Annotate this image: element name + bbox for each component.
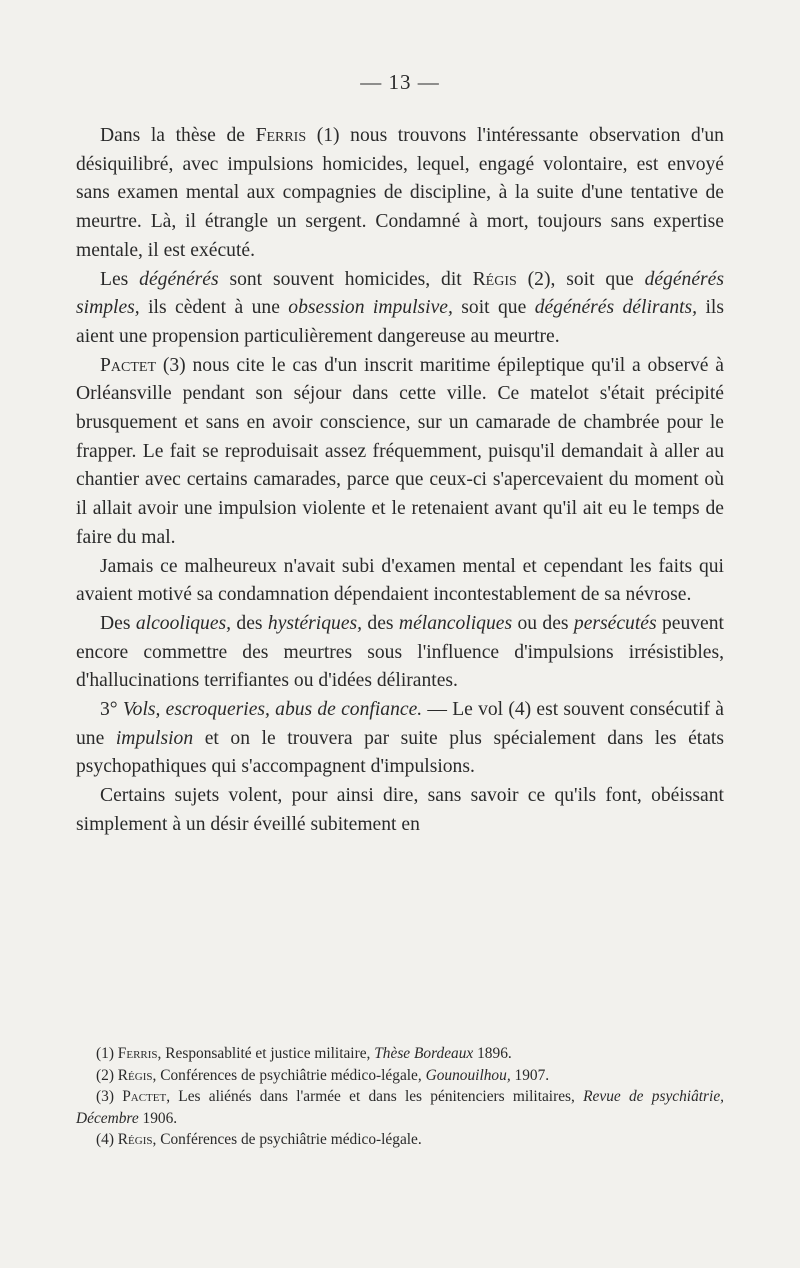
italic-text: Revue de psychiâtrie, Décembre bbox=[76, 1088, 724, 1127]
footnotes bbox=[76, 1043, 724, 1151]
italic-text: dégénérés simples, bbox=[76, 268, 724, 319]
text-run: 3° bbox=[100, 699, 123, 721]
text-run: , Conférences de psychiâtrie médico-légale. bbox=[152, 1131, 422, 1148]
italic-text: alcooliques, bbox=[135, 612, 232, 634]
italic-text: obsession impulsive, bbox=[288, 297, 453, 319]
text-run: (1) nous trouvons l'intéressante observation d'un désiquilibré, avec impulsions homicides, lequel, engagé volontaire, est envoyé sans examen mental aux compagnies de discipline, à la suite d'une tentative de meurtre. Là, il étrangle un sergent. Condamné à mort, toujours sans expertise mentale, il est exécuté. bbox=[76, 125, 724, 261]
paragraph bbox=[76, 266, 724, 352]
text-run: (2), soit que bbox=[516, 268, 645, 290]
text-run: soit que bbox=[452, 297, 535, 319]
text-run: sont souvent homicides, dit bbox=[218, 268, 473, 290]
text-run: , Responsablité et justice militaire, bbox=[157, 1045, 375, 1062]
text-run: (4) bbox=[96, 1131, 118, 1148]
paragraph bbox=[76, 122, 724, 266]
italic-text: dégénérés bbox=[139, 268, 219, 290]
footnote bbox=[76, 1065, 724, 1087]
text-run: (3) nous cite le cas d'un inscrit maritime épileptique qu'il a observé à Orléansville pendant son séjour dans cette ville. Ce matelot s'était précipité brusquement et sans en avoir conscience, sur un camarade de chambrée pour le frapper. Le fait se reproduisait assez fréquemment, puisqu'il demandait à aller au chantier avec certains camarades, parce que ceux-ci s'apercevaient du moment où il allait avoir une impulsion violente et le retenaient avant qu'il ait eu le temps de faire du mal. bbox=[76, 354, 724, 548]
text-run: Les bbox=[100, 268, 140, 290]
footnote bbox=[76, 1129, 724, 1151]
author-name: Régis bbox=[472, 268, 517, 290]
text-run: Certains sujets volent, pour ainsi dire, sans savoir ce qu'ils font, obéissant simplement à un désir éveillé subitement en bbox=[76, 785, 724, 835]
italic-text: mélancoliques bbox=[398, 612, 513, 634]
text-run: Dans la thèse de bbox=[100, 125, 256, 146]
italic-text: Thèse Bordeaux bbox=[374, 1045, 474, 1062]
text-run: 1896. bbox=[473, 1045, 512, 1062]
text-run: 1907. bbox=[510, 1066, 550, 1084]
footnote bbox=[76, 1086, 724, 1129]
paragraph bbox=[76, 782, 724, 839]
text-run: (3) bbox=[96, 1088, 123, 1105]
author-name: Régis bbox=[117, 1066, 153, 1084]
text-run: ils aient une propension particulièrement dangereuse au meurtre. bbox=[76, 297, 724, 347]
author-name: Ferris bbox=[117, 1045, 158, 1062]
paragraph bbox=[76, 553, 724, 610]
body-text bbox=[76, 122, 724, 840]
text-run: des bbox=[231, 612, 268, 634]
author-name: Pactet bbox=[100, 354, 157, 376]
text-run: Des bbox=[100, 612, 136, 634]
footnote bbox=[76, 1043, 724, 1065]
author-name: Pactet bbox=[122, 1088, 167, 1105]
italic-text: Vols, escroqueries, abus de confiance. bbox=[122, 699, 423, 721]
text-run: des bbox=[362, 612, 399, 634]
text-run: , Conférences de psychiâtrie médico-légale, bbox=[152, 1066, 426, 1084]
text-run: et on le trouvera par suite plus spécialement dans les états psychopathiques qui s'accompagnent d'impulsions. bbox=[76, 727, 724, 778]
italic-text: persécutés bbox=[573, 612, 657, 634]
paragraph bbox=[76, 696, 724, 782]
text-run: Jamais ce malheureux n'avait subi d'examen mental et cependant les faits qui avaient motivé sa condamnation dépendaient incontestablement de sa névrose. bbox=[76, 555, 724, 606]
text-run: — Le vol (4) est souvent consécutif à une bbox=[76, 699, 725, 749]
italic-text: Gounouilhou, bbox=[425, 1066, 511, 1084]
text-run: 1906. bbox=[138, 1109, 178, 1127]
text-run: ils cèdent à une bbox=[139, 297, 289, 319]
author-name: Régis bbox=[117, 1131, 153, 1148]
page-number: — 13 — bbox=[360, 70, 440, 94]
text-run: , Les aliénés dans l'armée et dans les pénitenciers militaires, bbox=[166, 1088, 584, 1105]
text-run: peuvent encore commettre des meurtres sous l'influence d'impulsions irrésistibles, d'hallucinations terrifiantes ou d'idées délirantes. bbox=[76, 612, 724, 692]
italic-text: impulsion bbox=[115, 727, 194, 749]
text-run: (1) bbox=[96, 1045, 118, 1062]
paragraph bbox=[76, 352, 724, 553]
text-run: (2) bbox=[96, 1066, 118, 1084]
author-name: Ferris bbox=[255, 125, 307, 146]
italic-text: hystériques, bbox=[267, 612, 363, 634]
italic-text: dégénérés délirants, bbox=[534, 297, 698, 319]
text-run: ou des bbox=[512, 612, 574, 634]
paragraph bbox=[76, 610, 724, 696]
